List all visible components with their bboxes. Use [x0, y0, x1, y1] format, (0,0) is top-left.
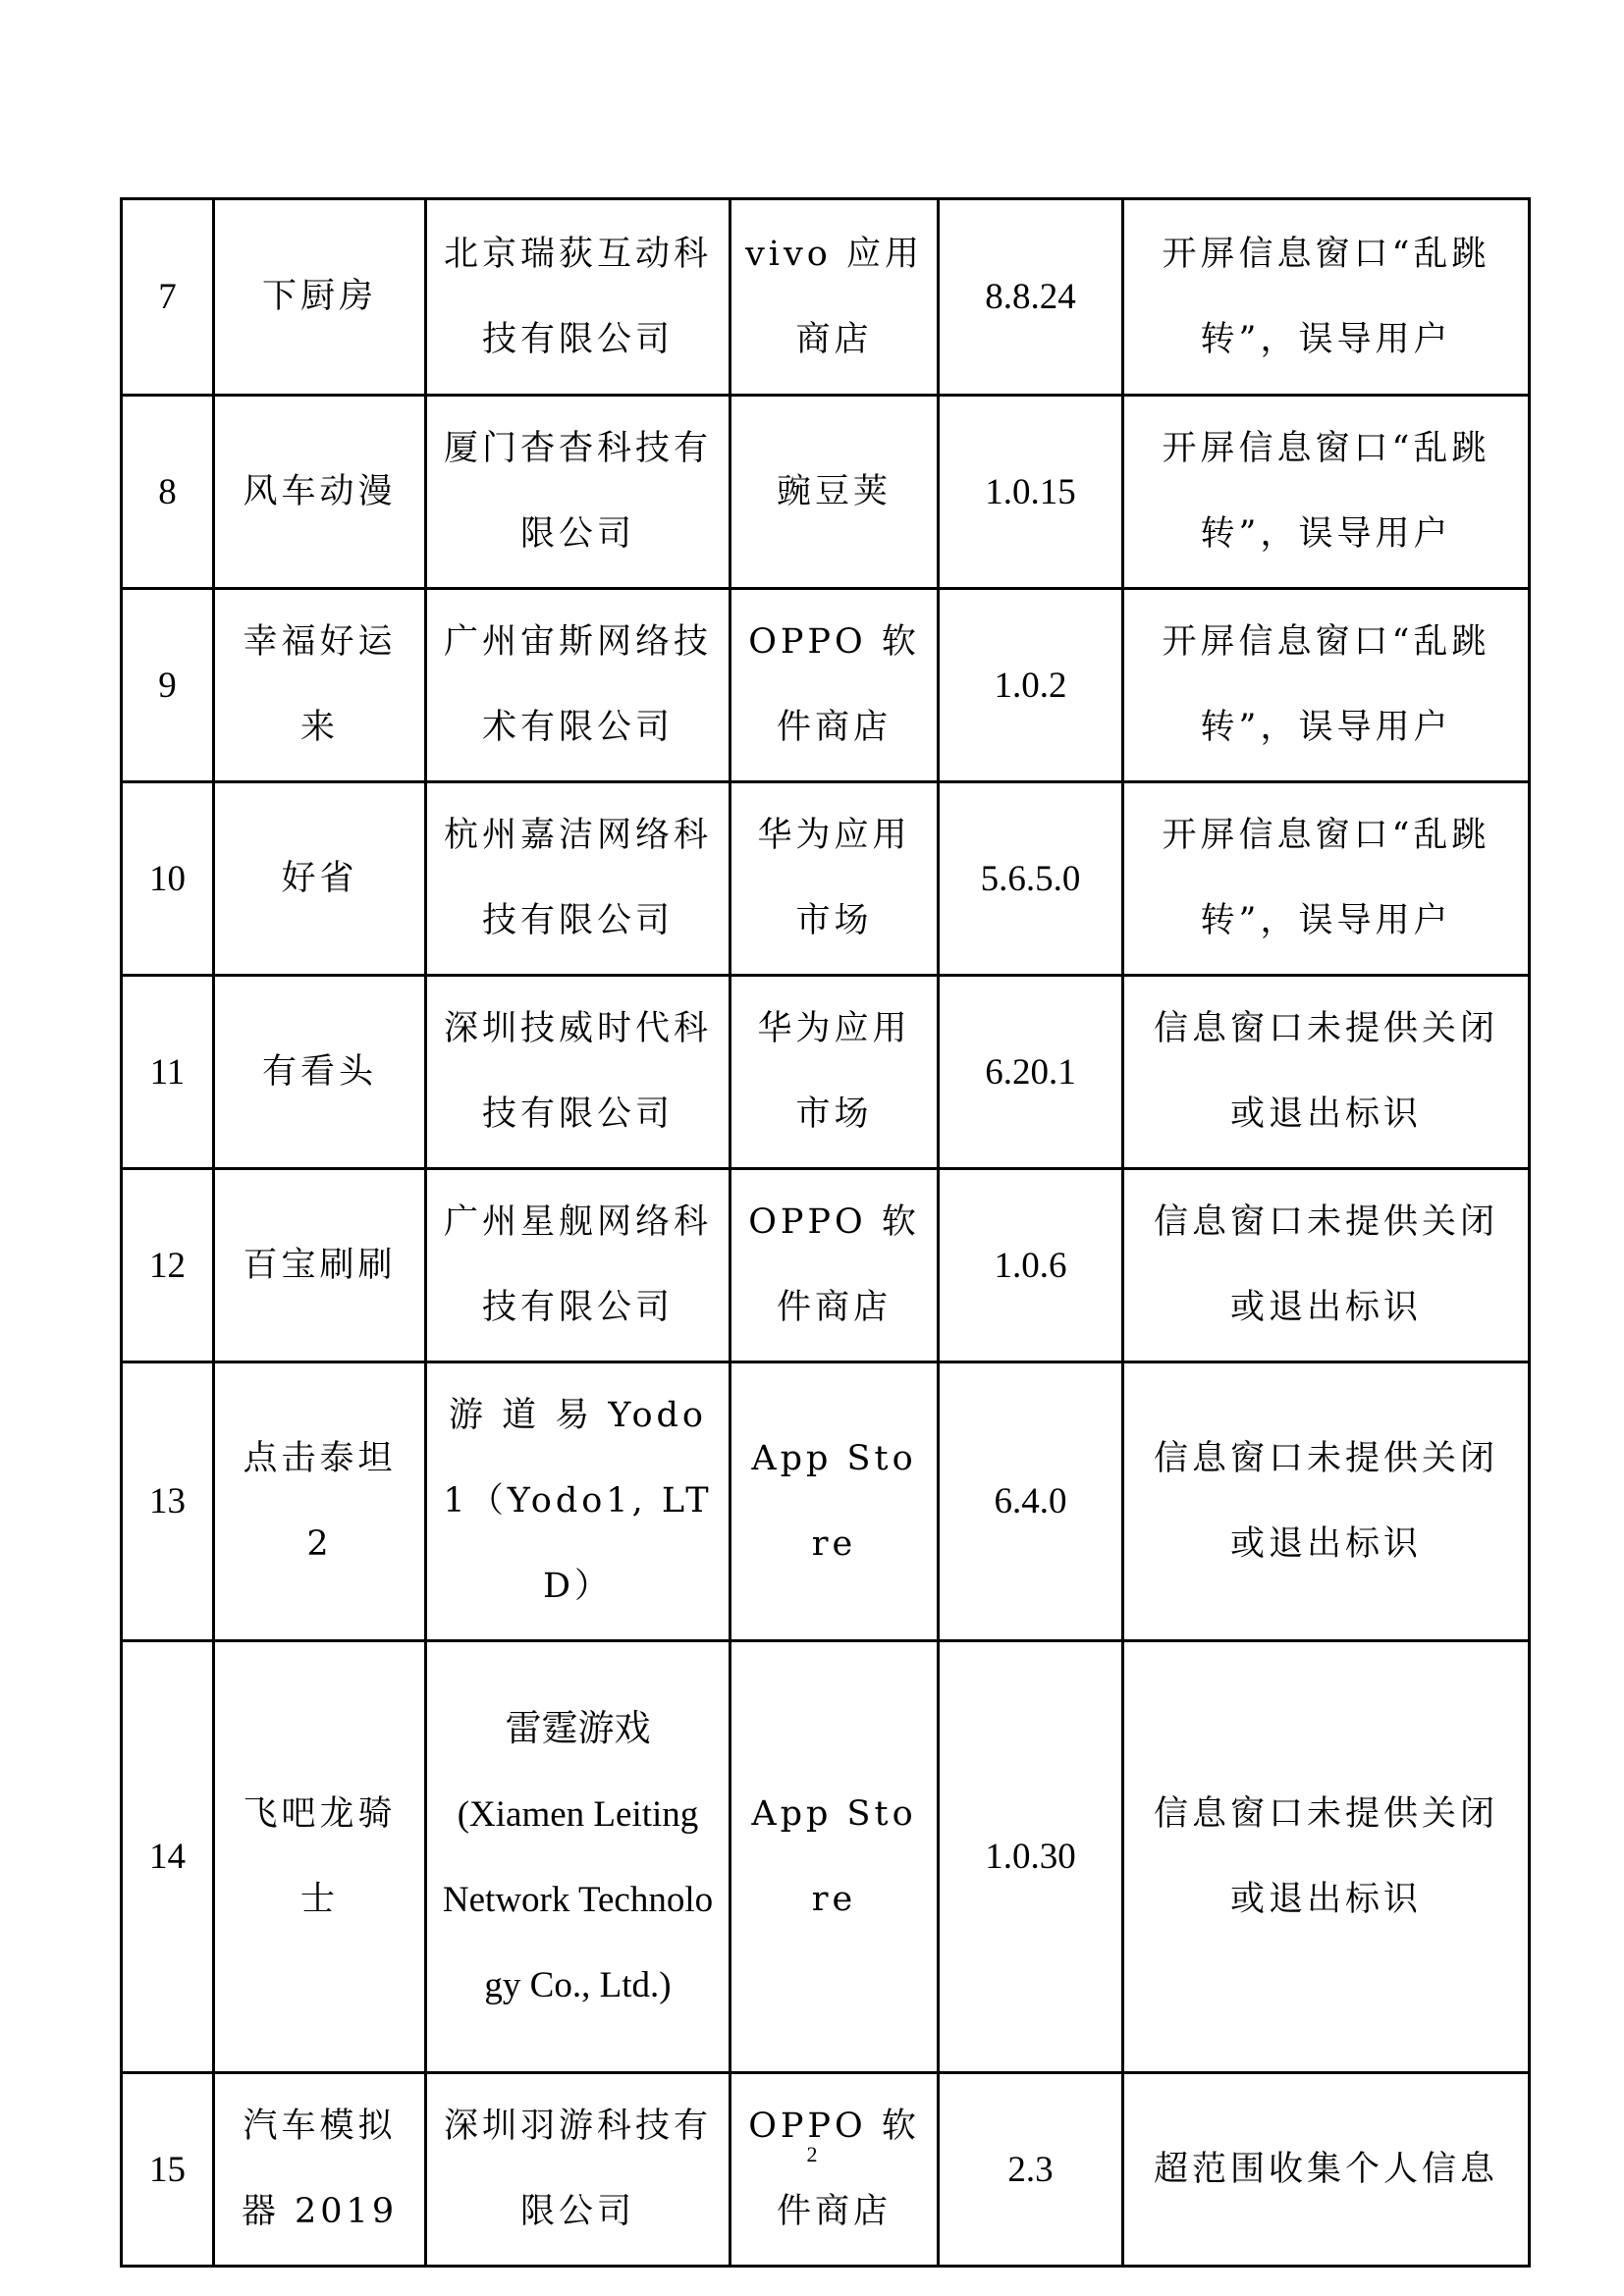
table-row: [122, 782, 1530, 976]
app-version: 5.6.5.0: [939, 782, 1123, 976]
row-number: 15: [122, 2073, 214, 2267]
developer: 杭州嘉洁网络科技有限公司: [426, 782, 731, 976]
app-store: vivo 应用商店: [731, 199, 939, 396]
app-version: 2.3: [939, 2073, 1123, 2267]
app-store: 华为应用市场: [731, 976, 939, 1169]
row-number: 11: [122, 976, 214, 1169]
app-version: 8.8.24: [939, 199, 1123, 396]
table-row: [122, 1641, 1530, 2073]
app-name: 汽车模拟器 2019: [214, 2073, 426, 2267]
developer: 深圳技威时代科技有限公司: [426, 976, 731, 1169]
issue-description: 开屏信息窗口“乱跳转”，误导用户: [1123, 199, 1530, 396]
table-row: [122, 199, 1530, 396]
app-version: 1.0.2: [939, 589, 1123, 782]
table-row: [122, 589, 1530, 782]
developer: 北京瑞荻互动科技有限公司: [426, 199, 731, 396]
row-number: 8: [122, 396, 214, 589]
app-store: App Store: [731, 1362, 939, 1641]
developer: 深圳羽游科技有限公司: [426, 2073, 731, 2267]
developer: 广州星舰网络科技有限公司: [426, 1169, 731, 1362]
app-name: 好省: [214, 782, 426, 976]
issue-description: 信息窗口未提供关闭或退出标识: [1123, 1362, 1530, 1641]
app-store: OPPO 软件商店: [731, 589, 939, 782]
issue-description: 信息窗口未提供关闭或退出标识: [1123, 976, 1530, 1169]
issue-description: 开屏信息窗口“乱跳转”，误导用户: [1123, 396, 1530, 589]
app-name: 飞吧龙骑士: [214, 1641, 426, 2073]
developer: 广州宙斯网络技术有限公司: [426, 589, 731, 782]
page-number: 2: [806, 2142, 818, 2166]
app-violation-table: [120, 197, 1531, 2268]
table-row: [122, 976, 1530, 1169]
app-name: 下厨房: [214, 199, 426, 396]
issue-description: 信息窗口未提供关闭或退出标识: [1123, 1641, 1530, 2073]
app-store: 华为应用市场: [731, 782, 939, 976]
app-store: App Store: [731, 1641, 939, 2073]
app-version: 6.20.1: [939, 976, 1123, 1169]
issue-description: 信息窗口未提供关闭或退出标识: [1123, 1169, 1530, 1362]
row-number: 7: [122, 199, 214, 396]
app-name: 有看头: [214, 976, 426, 1169]
row-number: 14: [122, 1641, 214, 2073]
app-name: 风车动漫: [214, 396, 426, 589]
row-number: 12: [122, 1169, 214, 1362]
app-version: 1.0.30: [939, 1641, 1123, 2073]
app-name: 点击泰坦 2: [214, 1362, 426, 1641]
app-version: 1.0.6: [939, 1169, 1123, 1362]
row-number: 10: [122, 782, 214, 976]
app-name: 百宝刷刷: [214, 1169, 426, 1362]
developer: 雷霆游戏 (Xiamen Leiting Network Technology Co., Ltd.): [426, 1641, 731, 2073]
table-row: [122, 1362, 1530, 1641]
row-number: 9: [122, 589, 214, 782]
table-row: [122, 1169, 1530, 1362]
table-row: [122, 396, 1530, 589]
issue-description: 超范围收集个人信息: [1123, 2073, 1530, 2267]
row-number: 13: [122, 1362, 214, 1641]
app-version: 1.0.15: [939, 396, 1123, 589]
app-store: OPPO 软件商店: [731, 2073, 939, 2267]
issue-description: 开屏信息窗口“乱跳转”，误导用户: [1123, 589, 1530, 782]
app-store: 豌豆荚: [731, 396, 939, 589]
app-version: 6.4.0: [939, 1362, 1123, 1641]
table-row: [122, 2073, 1530, 2267]
app-store: OPPO 软件商店: [731, 1169, 939, 1362]
app-name: 幸福好运来: [214, 589, 426, 782]
developer: 厦门杳杳科技有限公司: [426, 396, 731, 589]
developer: 游 道 易 Yodo1（Yodo1, LTD）: [426, 1362, 731, 1641]
issue-description: 开屏信息窗口“乱跳转”，误导用户: [1123, 782, 1530, 976]
